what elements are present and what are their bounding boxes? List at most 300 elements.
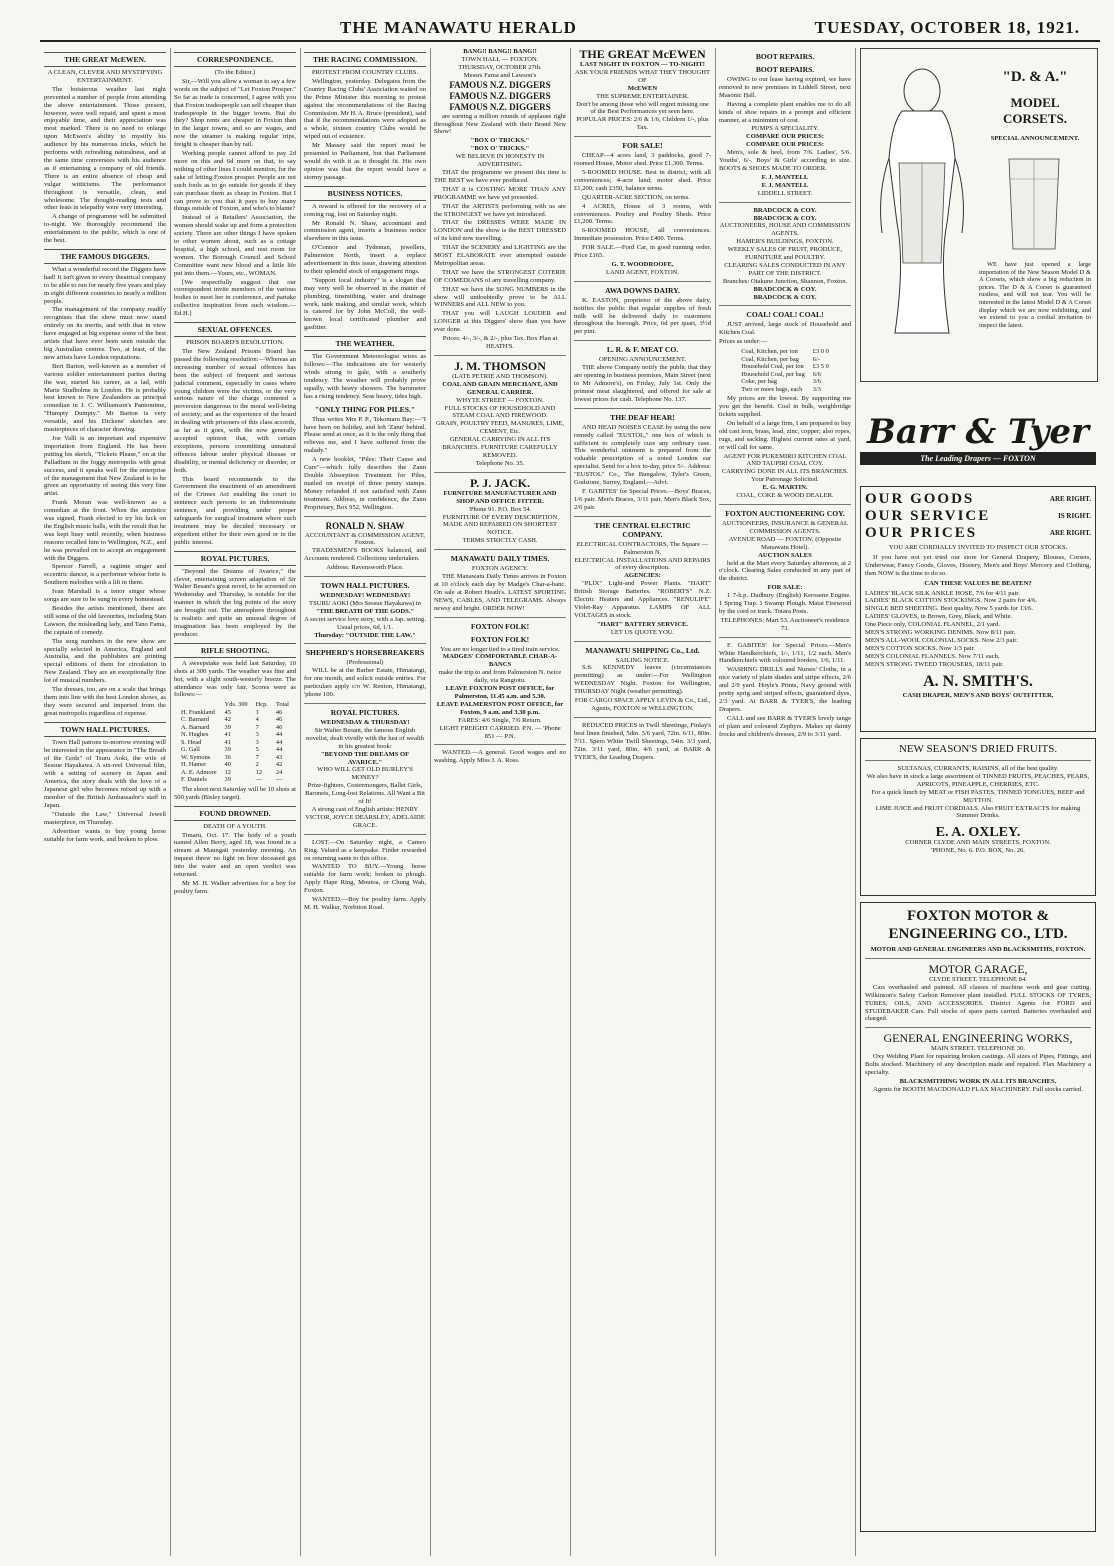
ad-text: FOR CARGO SPACE APPLY LEVIN & Co., Ltd., Agents, FOXTON or WELLINGTON. [574, 697, 711, 712]
divider [304, 643, 426, 644]
value-item: SINGLE BED SHEETING. Best quality. Now 5 yards for 13/6. [865, 605, 1034, 613]
column-3 [304, 48, 426, 1556]
table-cell: — [255, 776, 263, 784]
ad-list-item: 4 ACRES, House of 3 rooms, with conveniences. Poultry and Poultry Sheds. Price £1,200. Terms. [574, 202, 711, 226]
ad-text: A strong cast of English artists: HENRY VICTOR, JOYCE DEARSLEY, ADELAIDE GRACE. [305, 805, 425, 829]
article-heading: BUSINESS NOTICES. [304, 186, 426, 201]
article-paragraph: Thus writes Mrs P. P., Tekomaru Bay:—"I have been on holiday, and left 'Zann' behind. Please send at once, as it is the only thing that relieves me, and I have suffered from the malady." [304, 415, 426, 455]
ad-text: Telephone No. 35. [475, 459, 525, 467]
ad-text: F. J. MANTELL [761, 181, 809, 189]
table-cell: Coal, Kitchen, per ton [741, 348, 798, 356]
article-paragraph: Sir,—Will you allow a woman to say a few words on the subject of "Let Foxton Prosper." So far as trade is concerned, I agree with you that Foxton tradespeople can sell cheaper than tradespeople in the bigger towns. But do they? Shop rents are cheaper in Foxton than in the larger towns, and so are wages, and now the steamer is making regular trips, freight is cheaper than by rail. [174, 77, 296, 149]
article-heading: ROYAL PICTURES. [174, 551, 296, 566]
corset-figure-2 [979, 149, 1089, 249]
table-cell: C. Barnard [181, 716, 210, 724]
article-paragraph: Bert Barton, well-known as a member of various soldier entertainment parties during the war, started his career, as a lad, with Marie Studholme in London. He is probably best known to New Zealanders as principal comedian in J. C. Williamson's Pantomime, "Humpty Dumpty." Mr Barton is very versatile, and his Dickens' sketches are masterpieces of character drawing. [44, 362, 166, 434]
table-cell: 3/3 [812, 385, 821, 393]
article-paragraph: The shoot next Saturday will be 10 shots at 500 yards (Bisley target). [174, 785, 296, 801]
ad-text: "BOX O' TRICKS." [470, 145, 530, 153]
ad-text: K. EASTON, proprietor of the above dairy, notifies the public that regular supplies of fresh milk will be delivered daily to customers throughout the borough. Price, 6d per quart, 3½d per pint. [574, 296, 711, 336]
table-row [737, 371, 833, 379]
ad-text: AUCTIONEERS, INSURANCE & GENERAL COMMISSION AGENTS. [721, 519, 848, 535]
article-subheading: PRISON BOARD'S RESOLUTION. [186, 339, 284, 347]
table-header: Yds. 300 [224, 701, 248, 709]
ad-text: BLACKSMITHING WORK IN ALL ITS BRANCHES. [899, 1077, 1057, 1085]
table-cell: 46 [275, 723, 283, 731]
article-paragraph: "Support local industry" is a slogan that may very well be observed in the matter of plumbing, tinsmithing, water and drainage work, tank making, and similar work, which is catered for by John McColl, the well-known local certificated plumber and gasfitter. [304, 276, 426, 332]
ad-text: BANG!! BANG!! BANG!! [463, 48, 537, 55]
table-cell: — [275, 776, 283, 784]
divider [574, 641, 711, 642]
divider [304, 703, 426, 704]
classified-ad: WANTED.—Boy for poultry farm. Apply M. H. Walker, Norbiton Road. [304, 896, 426, 911]
table-cell: 41 [224, 731, 231, 739]
table-cell: Household Coal, per bag [741, 370, 805, 378]
ad-text: WE BELIEVE IN HONESTY IN ADVERTISING. [455, 153, 545, 169]
ad-heading: P. J. JACK. [470, 475, 530, 490]
table-cell: £3 0 0 [812, 348, 829, 356]
editor-note: [We respectfully suggest that our correspondent invite members of the various bodies to meet her in conference, and partake collective inspiration from such wisdom.—Ed.H.] [174, 278, 296, 318]
ad-heading: MOTOR GARAGE, [928, 961, 1028, 976]
column-4 [434, 48, 566, 1556]
ad-list-item: THAT the ARTISTS performing with us are the STRONGEST we have yet introduced. [434, 202, 566, 218]
ad-heading: CAN THESE VALUES BE BEATEN? [924, 579, 1032, 587]
divider [865, 760, 1091, 761]
ad-text: FOXTON AGENCY. [471, 565, 529, 573]
ad-text: FARES: 4/6 Single, 7/6 Return. [458, 716, 542, 724]
ad-text: ELECTRICAL CONTRACTORS, The Square — Palmerston N. [576, 540, 709, 556]
ad-text: AND HEAD NOISES CEASE by using the new remedy called "EUSTOL," one box of which is sufficient to completely cure any ordinary case. This wonderful ointment is prepared from the valuable prescription of a noted London ear specialist. Send for a box to-day, price 5/-. Address: "EUSTOL" Co., The Bungalow, Tyler's Green, Godstone, Surrey, England.—Advt. [574, 423, 711, 487]
article-heading: RIFLE SHOOTING. [174, 643, 296, 658]
table-cell: 40 [224, 761, 231, 769]
ad-text: COMPARE OUR PRICES: [746, 133, 824, 141]
column-rule [570, 48, 571, 1556]
ad-list-item: THAT we have the SONG NUMBERS in the show will undoubtedly prove to be ALL WINNERS and ALL NEW to you. [434, 285, 566, 309]
ad-text: (Professional) [346, 659, 384, 667]
column-rule [170, 48, 171, 1556]
ad-text: "BOX O' TRICKS." [470, 137, 530, 145]
column-1 [44, 48, 166, 1556]
divider [574, 281, 711, 282]
table-row [177, 761, 293, 769]
classified-ad: REDUCED PRICES in Twill Sheetings, Finlay's best linen finished, 5din. 5/6 yard, 72in. 6/11, 80in. 7/11. Spero White Twill Sheetings, 54in. 3/3 yard, 72in. 3/11 yard, 80in. 4/6 yard, at BARR & TYER'S, the Leading Drapers. [574, 721, 711, 761]
ad-text: AUCTIONEERS, HOUSE AND COMMISSION AGENTS. [719, 222, 851, 238]
article-paragraph: A change of programme will be submitted to-night. We thoroughly recommend the entertainment to the public, which is one of the best. [44, 213, 166, 245]
issue-date: TUESDAY, OCTOBER 18, 1921. [814, 18, 1080, 37]
ad-list-item: CHEAP—4 acres land, 3 paddocks, good 7-roomed House, Motor shed. Price £1,300. Terms. [574, 152, 711, 168]
ad-heading: FOXTON FOLK! [470, 621, 530, 631]
ad-text: LEAVE FOXTON POST OFFICE, for Palmerston, 11.45 a.m. and 5.30. [445, 685, 555, 700]
column-rule [300, 48, 301, 1556]
table-cell: H. Frankland [181, 708, 215, 716]
classified-ad: WANTED.—A general. Good wages and no washing. Apply Miss J. A. Ross. [434, 749, 566, 765]
ad-text: GENERAL CARRYING IN ALL ITS BRANCHES. FURNITURE CAREFULLY REMOVED. [442, 436, 558, 459]
column-2 [174, 48, 296, 1556]
ad-text: LAST NIGHT IN FOXTON — TO-NIGHT! [580, 61, 705, 68]
ad-text: ACCOUNTANT & COMMISSION AGENT, [304, 531, 426, 539]
table-cell: G. Gall [181, 746, 200, 754]
article-paragraph: What a wonderful record the Diggers have had! It isn't given to every theatrical company to be able to run for nearly five years and play in eight different countries to nearly a million people. [44, 265, 166, 305]
column-rule [715, 48, 716, 1556]
article-paragraph: Advertiser wants to buy young horse suitable for farm work, and broken to plow. [44, 827, 166, 843]
table-cell: 1 [255, 708, 259, 716]
table-cell: 24 [275, 768, 283, 776]
ad-text: TSURU AOKI (Mrs Sessue Hayakawa) in [309, 599, 421, 607]
corset-advertisement [860, 48, 1098, 382]
article-heading: TOWN HALL PICTURES. [44, 722, 166, 737]
table-cell: 4 [255, 716, 259, 724]
ad-text: OWING to our lease having expired, we have removed to new premises in Liddell Street, next Masonic Hall. [719, 76, 851, 99]
goods-text: OUR PRICES [865, 525, 978, 541]
table-cell: S. Head [181, 738, 202, 746]
divider [574, 516, 711, 517]
ad-text: Prices as under:— [719, 338, 768, 346]
article-paragraph: Spencer Farrell, a ragtime singer and eccentric dancer, is a performer whose forte is Southern melodies with a lilt in them. [44, 563, 166, 587]
divider [865, 1027, 1091, 1028]
article-paragraph: A reward is offered for the recovery of a coming rug, lost on Saturday night. [304, 202, 426, 218]
value-item: LADIES' GLOVES, in Brown, Grey, Black, and White. [865, 613, 1013, 621]
table-row [177, 724, 293, 732]
ad-text: THE SUPREME ENTERTAINER. [596, 92, 689, 100]
ad-text: G. T. WOODROOFE, [611, 260, 674, 268]
table-header [177, 701, 221, 709]
ad-text: Thursday: "OUTSIDE THE LAW." [314, 631, 416, 639]
article-paragraph: O'Connor and Tydeman, jewellers, Palmerston North, insert a replace advertisement in this issue, drawing attention to their splendid stock of engagement rings. [304, 244, 426, 275]
ad-text: LIGHT FREIGHT CARRIED. P.N. — 'Phone 851 — P.N. [439, 724, 561, 740]
ad-heading: AWA DOWNS DAIRY. [605, 285, 680, 295]
article-paragraph: "Outside the Law," Universal Jewell masterpiece, on Thursday. [44, 810, 166, 826]
goods-row [865, 508, 1091, 525]
article-paragraph: Mr Ronald N. Shaw, accountant and commission agent, inserts a business notice elsewhere in this issue. [304, 219, 426, 243]
ad-heading: TOWN HALL PICTURES. [320, 581, 410, 591]
divider [574, 408, 711, 409]
ad-text: POPULAR PRICES: 2/6 & 1/6, Children 1/-, plus Tax. [576, 116, 709, 132]
ad-text: McEWEN [627, 84, 658, 92]
article-paragraph: Timaru, Oct. 17. The body of a youth named Allen Berry, aged 18, was found in a stream at Maungati yesterday morning. An inquest threw no light on how deceased got into the water and an open verdict was returned. [174, 831, 296, 879]
ad-text: are earning a million rounds of applause right throughout New Zealand with their Brand New Show! [434, 112, 566, 136]
ad-text: AVENUE ROAD — FOXTON. (Opposite Manawatu Hotel). [728, 535, 842, 551]
masthead [40, 14, 1100, 42]
ad-heading: J. M. THOMSON [454, 358, 546, 373]
article-heading: SEXUAL OFFENCES. [174, 322, 296, 337]
value-item: LADIES' BLACK COTTON STOCKINGS. Now 2 pairs for 4/6. [865, 597, 1038, 605]
table-row [177, 746, 293, 754]
ad-text: AUCTION SALES [758, 551, 812, 559]
ad-text: Messrs Fama and Lawson's [463, 71, 537, 79]
ad-text: Prize-fighters, Costermongers, Ballet Girls, Baronets, Long-lost Relations. All Want a Bit of It! [305, 782, 425, 806]
value-item: MEN'S COTTON SOCKS. Now 1/3 pair. [865, 644, 976, 652]
ad-text: E. G. MARTIN. [762, 484, 808, 492]
table-cell: 12 [255, 768, 263, 776]
newspaper-title: THE MANAWATU HERALD [340, 18, 577, 37]
ad-heading: MANAWATU DAILY TIMES. [450, 554, 550, 564]
divider [434, 472, 566, 473]
table-row [737, 363, 833, 371]
ad-text: MADGES' COMFORTABLE CHAR-A-BANCS [442, 653, 558, 669]
article-subheading: A CLEAN, CLEVER AND MYSTIFYING ENTERTAINMENT. [47, 69, 163, 84]
corset-illustration [979, 149, 1089, 259]
ad-text: Having a complete plant enables me to do all kinds of shoe repairs in a prompt and efficient manner, at a minimum of cost. [719, 100, 851, 124]
ad-text: Men's, sole & heel, from 7/6. Ladies', 5/6. Youths', 6/-. Boys' & Girls' according to size. BOOTS & SHOES MADE TO ORDER. [719, 149, 851, 172]
ad-text: CLEARING SALES CONDUCTED IN ANY PART OF THE DISTRICT. [724, 261, 846, 277]
ad-text: LIDDELL STREET. [757, 189, 813, 197]
table-row [177, 754, 293, 762]
table-cell: 2 [255, 761, 259, 769]
ad-list-item: 5-ROOMED HOUSE. Best in district, with all conveniences; 4-acre land; motor shed. Price £1,200; cash £350, balance terms. [574, 168, 711, 192]
divider [304, 576, 426, 577]
ad-text: LET US QUOTE YOU. [610, 628, 675, 636]
ad-text: LIME JUICE and FRUIT CORDIALS. Also FRUIT EXTRACTS for making Summer Drinks. [875, 804, 1081, 820]
ad-text: We also have in stock a large assortment of TINNED FRUITS, PEACHES, PEARS, APRICOTS, PINEAPPLE, CHERRIES, ETC. [866, 772, 1090, 788]
ad-text: WEEKLY SALES OF FRUIT, PRODUCE, FURNITURE and POULTRY. [727, 246, 843, 262]
ad-text: JUST arrived, large stock of Household and Kitchen Coal. [719, 321, 851, 337]
ad-heading: FAMOUS N.Z. DIGGERS [449, 90, 551, 101]
ad-heading: ROYAL PICTURES. [330, 708, 400, 717]
ad-list-item: QUARTER-ACRE SECTION, on terms. [582, 193, 690, 201]
divider [719, 202, 851, 203]
table-row [737, 348, 833, 356]
article-paragraph: Joe Valli is an important and expensive importation from England. He has been putting his sketch, "Tickets Please," on at the Palladium in the foggy metropolis with great success, and it speaks well for the enterprise of the management that New Zealand is to be given an opportunity of seeing this very fine artist. [44, 434, 166, 498]
ad-text: THE Manawatu Daily Times arrives in Foxton at 10 o'clock each day by Madge's Char-a-banc. On sale at Robert Heath's. LATEST SPORTING NEWS, CABLES, AND TELEGRAMS. Always newsy and bright. ORDER NOW! [434, 573, 566, 612]
table-cell: 3 [255, 738, 259, 746]
table-cell: 42 [224, 716, 231, 724]
ad-heading: SHEPHERD'S HORSEBREAKERS [305, 648, 425, 658]
ad-list-item: FOR SALE.—Ford Car, in good running order. Price £165. [574, 244, 711, 260]
ad-text: FOR SALE: [767, 584, 803, 592]
table-cell: 43 [275, 753, 283, 761]
table-row [177, 709, 293, 717]
ad-text: make the trip to and from Palmerston N. twice daily, via Rangiotu. [438, 669, 562, 685]
ad-text: 'PHONE, No. 6. P.O. BOX, No. 26. [931, 847, 1025, 855]
table-cell: F. Daniels [181, 776, 207, 784]
ad-text: TERMS STRICTLY CASH. [462, 537, 538, 545]
ad-heading: THE DEAF HEAR! [610, 412, 675, 422]
ad-heading: FOXTON FOLK! [470, 634, 530, 644]
ad-text: Address: Ravensworth Place. [326, 564, 404, 572]
smith-name: A. N. SMITH'S. [923, 672, 1033, 690]
table-cell: 42 [275, 761, 283, 769]
column-6 [719, 48, 851, 1556]
ad-heading: NEW SEASON'S DRIED FRUITS. [898, 743, 1058, 755]
ad-text: FURNITURE MANUFACTURER AND SHOP AND OFFICE FITTER. [443, 489, 557, 505]
table-cell: Coal, Kitchen, per bag [741, 355, 799, 363]
table-cell: 46 [275, 716, 283, 724]
divider [574, 717, 711, 718]
divider [304, 516, 426, 517]
dried-fruits-ad [860, 738, 1096, 896]
goods-text: IS RIGHT. [1058, 512, 1091, 520]
column-rule [430, 48, 431, 1556]
ad-text: S.S. KENNEDY leaves (circumstances permitting) as under:—For Wellington WEDNESDAY Night. Foxton for Wellington, THURSDAY Night (weather permitting). [574, 664, 711, 696]
ad-text: BRADCOCK & COY. [753, 293, 817, 301]
ad-heading: COAL! COAL! COAL! [746, 310, 824, 320]
table-cell: 3 [255, 731, 259, 739]
classified-ad: CALL and see BARR & TYER'S lovely range of plain and coloured Zephyrs. Makes up dainty frocks and children's dresses, 2/9 to 3/11 yard. [719, 714, 851, 738]
ad-text: held at the Mart every Saturday afternoon, at 2 o'clock. Clearing Sales conducted in any part of the district. [719, 559, 851, 583]
ad-text: AGENT FOR PUKEMIRO KITCHEN COAL AND TAUPIRI COAL COY. [723, 452, 847, 468]
table-row [177, 739, 293, 747]
table-cell: 44 [275, 731, 283, 739]
ad-text: ASK YOUR FRIENDS WHAT THEY THOUGHT OF [574, 68, 711, 84]
ad-text: 'Phone 91. P.O. Box 54. [468, 505, 532, 513]
ad-heading: GENERAL ENGINEERING WORKS, [883, 1031, 1073, 1046]
rifle-score-table [177, 701, 293, 784]
article-paragraph: Mr M. H. Walker advertises for a boy for poultry farm. [174, 880, 296, 895]
article-paragraph: This board recommends to the Government the enactment of an amendment of the Crimes Act enabling the court to sentence such persons to an indeterminate sentence, and providing under proper safeguards for surgical treatment where such treatment may be decided necessary or expedient either for their own good or in the public interest. [174, 475, 296, 546]
article-heading: FOUND DROWNED. [174, 806, 296, 821]
ad-text: BRADCOCK & COY. [753, 285, 817, 293]
table-cell: 3/6 [812, 378, 821, 386]
table-cell: 6/- [812, 355, 820, 363]
our-goods-ad [860, 486, 1096, 732]
ad-list-item: THAT the programme we present this time is THE BEST we have ever produced. [434, 168, 566, 184]
ad-text: SULTANAS, CURRANTS, RAISINS, all of the best quality. [897, 765, 1059, 772]
ad-text: OPENING ANNOUNCEMENT. [598, 356, 687, 364]
ad-heading: FAMOUS N.Z. DIGGERS [449, 79, 551, 90]
smith-sub: CASH DRAPER, MEN'S AND BOYS' OUTFITTER, [902, 691, 1054, 699]
ad-heading: L. R. & F. MEAT CO. [606, 345, 679, 355]
table-cell: Coke, per bag [741, 378, 777, 386]
ad-text: Oxy Welding Plant for repairing broken castings. All sizes of Pipes, Fittings, and Bolts stocked. Machinery of any description made and repaired. Flax Machinery a specialty. [865, 1053, 1091, 1077]
article-heading: THE GREAT McEWEN. [44, 52, 166, 67]
table-cell: A. E. Admore [181, 768, 217, 776]
ad-heading: BOOT REPAIRS. [755, 65, 815, 74]
table-cell: 45 [224, 708, 231, 716]
ad-text: F. J. MANTELL [761, 173, 809, 181]
goods-text: OUR GOODS [865, 491, 975, 507]
ad-text: Prices: 4/-, 3/-, & 2/-, plus Tax. Box Plan at HEATH'S. [442, 335, 558, 350]
article-paragraph: Wellington, yesterday. Delegates from the Country Racing Clubs' Association waited on the Prime Minister this morning to protest against the recommendations of the Racing Commission. Mr H. A. Bruce (president), said that if the recommendations were adopted as a whole, sixteen country Clubs would be wiped out of existence. [304, 77, 426, 141]
table-cell: 44 [275, 746, 283, 754]
table-cell: 39 [224, 746, 231, 754]
ad-text: COMPARE OUR PRICES: [746, 141, 824, 149]
ad-text: FULL STOCKS OF HOUSEHOLD AND STEAM COAL AND FIREWOOD. [444, 404, 556, 420]
ad-text: 1 7-h.p. Dudbury (English) Kerosene Engine. 1 Spring Trap. 1 Swamp Plough. Matai Firewood by the cord or truck. Totara Posts. [719, 592, 851, 615]
article-paragraph: The dresses, too, are on a scale that brings them into line with the best London shows, as they were secured and imported from the great metropolis regardless of expense. [44, 686, 166, 717]
table-row [177, 769, 293, 777]
corset-special: SPECIAL ANNOUNCEMENT. [990, 135, 1080, 142]
table-row [737, 356, 833, 364]
article-subheading: DEATH OF A YOUTH. [203, 822, 267, 830]
table-cell: 46 [275, 708, 283, 716]
ad-text: WEDNESDAY & THURSDAY! [320, 719, 410, 726]
table-row [737, 386, 833, 394]
article-paragraph: The Government Meteorologist wires as follows:—The indications are for westerly winds strong to gale, with a southerly tendency. The weather will probably prove squally, with heavy showers. The barometer has a rising tendency. Seas heavy, tides high. [304, 353, 426, 400]
divider [304, 834, 426, 835]
ad-heading: MANAWATU SHIPPING Co., Ltd. [585, 645, 700, 655]
ad-text: PUMPS A SPECIALITY. [751, 125, 819, 133]
value-item: MEN'S STRONG WORKING DENIMS. Now 8/11 pair. [865, 629, 1016, 637]
ad-text: COAL, COKE & WOOD DEALER. [736, 492, 834, 500]
article-heading: THE WEATHER. [304, 336, 426, 351]
barr-tagline: The Leading Drapers — FOXTON [860, 452, 1096, 465]
ad-text: Foxton. [354, 539, 376, 547]
article-paragraph: "Beyond the Dreams of Avarice," the clever, entertaining screen adaptation of Sir Walter Besant's great novel, to be screened on Wednesday and Thursday, is notable for the manner in which the big points of the story are brought out. The atmosphere throughout is realistic and quite an unusual degree of imagination has been employed by the producer. [174, 567, 296, 638]
ad-text: SAILING NOTICE. [615, 656, 670, 664]
article-heading: CORRESPONDENCE. [174, 52, 296, 67]
table-row [737, 378, 833, 386]
ad-text: TELEPHONES: Mart 53. Auctioneer's residence 73. [720, 616, 850, 632]
article-paragraph: The song numbers in the new show are specially selected in America, England and Australia, and the publishers are printing special editions of them for circulation in New Zealand. They are an exceptionally fine lot of musical numbers. [44, 637, 166, 685]
ad-heading: FOXTON AUCTIONEERING COY. [725, 508, 845, 518]
divider [719, 637, 851, 638]
table-cell: 44 [275, 738, 283, 746]
ad-text: "THE BREATH OF THE GODS." [315, 607, 415, 615]
goods-text: ARE RIGHT. [1049, 495, 1091, 503]
ad-text: You are no longer tied to a tired train service. [440, 645, 560, 653]
table-row [177, 776, 293, 784]
table-cell: Two or more bags, each [741, 385, 803, 393]
article-paragraph: The New Zealand Prisons Board has passed the following resolution:—Whereas an increasing number of sexual offences has been the subject of frequent and serious judicial comment, especially in cases where young children were the victims, or the very serious nature of the charge connoted a perversion dangerous to the moral well-being of society; and as the experience of the board in dealing with prisoners of this class accords, as far as it goes, with the now generally accepted opinion that, with certain exceptions, persons committing unnatural offences labour under physical disease or disability, or mental deficiency or disorder, or both. [174, 348, 296, 474]
divider [574, 136, 711, 137]
table-row [177, 716, 293, 724]
ad-heading: THE GREAT McEWEN [579, 48, 706, 61]
ad-text: COAL AND GRAIN MERCHANT, AND GENERAL CARRIER. [442, 380, 558, 396]
ad-text: HAMER'S BUILDINGS, FOXTON. [736, 238, 834, 246]
table-row [177, 731, 293, 739]
ad-list-item: 6-ROOMED HOUSE, all conveniences. Immediate possession. Price £400. Terms. [574, 227, 711, 243]
ad-text: MAIN STREET. TELEPHONE 30. [930, 1045, 1026, 1053]
table-cell: 39 [224, 776, 231, 784]
ad-text: Sir Walter Besant, the famous English novelist, dealt vividly with the lust of wealth in his greatest book: [306, 726, 424, 750]
ad-text: My prices are the lowest. By supporting me you get the benefit. Coal in bulk, weighbridge tickets supplied. [719, 395, 851, 418]
ad-text: TRADESMEN'S BOOKS balanced, and Accounts rendered. Collections undertaken. [304, 547, 426, 563]
ad-text: "HART" BATTERY SERVICE. [596, 620, 689, 628]
goods-text: ARE RIGHT. [1049, 529, 1091, 537]
ad-text: AGENCIES: [624, 572, 661, 580]
divider [434, 355, 566, 356]
ad-text: F. GABITES' for Special Prices.—Boys' Braces, 1/6 pair. Men's Braces, 3/11 pair. Men's Black Sox, 2/6 pair. [574, 487, 711, 511]
table-cell: 7 [255, 753, 259, 761]
article-paragraph: Town Hall patrons to-morrow evening will be interested in the appearance in "The Breath of the Gods" of Tsuru Aoki, the wife of Sessue Hayakawa. A six-reel Universal film, with a setting of scenery in Japan and America, the story deals with the love of a Japanese girl who becomes mixed up with a member of the British Ambassador's staff in Japan. [44, 738, 166, 809]
ad-list-item: THAT you will LAUGH LOUDER and LONGER at this Diggers' show than you have ever done. [434, 310, 566, 334]
article-paragraph: A sweepstake was held last Saturday, 10 shots at 300 yards. The weather was fine and hot, with a slight south-westerly breeze. The attendance was only fair. Scores were as follows:— [174, 659, 296, 699]
ad-text: YOU ARE CORDIALLY INVITED TO INSPECT OUR STOCKS. [888, 544, 1068, 551]
ad-text: TOWN HALL — FOXTON. [461, 55, 539, 63]
ad-text: If you have not yet tried our store for General Drapery, Blouses, Corsets, Underwear, Fancy Goods, Gloves, Hosiery, Men's and Boys' Mercery and Clothing, then NOW is the time to do so. [865, 553, 1091, 577]
ad-text: WILL be at the Barber Estate, Himatangi, for one month, and solicit outside entries. For particulars apply c/o W. Renton, Himatangi, 'phone 100. [304, 667, 426, 699]
value-item: MEN'S ALL-WOOL COLONIAL SOCKS. Now 2/3 pair. [865, 636, 1018, 644]
article-paragraph: Mr Massey said the report must be presented to Parliament, but that Parliament would do with it as it thought fit. His own opinion was that the report would have a stormy passage. [304, 142, 426, 181]
value-item: One Piece only, COLONIAL FLANNEL, 2/1 yard. [865, 621, 1001, 629]
article-subheading: (To the Editor.) [214, 69, 256, 76]
value-item: MEN'S STRONG TWEED TROUSERS, 18/11 pair. [865, 660, 1004, 668]
article-heading: THE FAMOUS DIGGERS. [44, 249, 166, 264]
ad-text: MOTOR AND GENERAL ENGINEERS AND BLACKSMITHS, FOXTON. [870, 946, 1086, 953]
ad-text: WEDNESDAY! WEDNESDAY! [319, 592, 411, 600]
ad-text: THURSDAY, OCTOBER 27th. [458, 63, 542, 71]
ad-text: Cars overhauled and painted. All classes of machine work and gear cutting. Wilkinson's Safety Carbon Remover plant installed. FULL STOCKS OF TYRES, TUBES, OILS, AND ACCESSORIES. District Agents for FORD and STUDEBAKER Cars. Full stocks of spare parts carried. Batteries overhauled and charged. [865, 983, 1091, 1023]
ad-heading: RONALD N. SHAW [325, 520, 405, 531]
table-cell: Household Coal, per ton [741, 363, 804, 371]
classified-ad: F. GABITES' for Special Prices.—Men's White Handkerchiefs, 1/-, 1/11, 1/2 each. Men's Handkerchiefs with coloured borders, 1/6, 1/11. [719, 641, 851, 665]
value-item: MEN'S COLONIAL FLANNELS. Now 7/11 each. [865, 652, 1000, 660]
ad-text: THE above Company notify the public that they are opening in business premises, Main Street (next to Mr Admore's), on Friday, July 1st. Only the primest meat slaughtered, and offered for sale at lowest prices for cash. Telephone No. 137. [574, 364, 711, 403]
ad-text: WHYTE STREET — FOXTON. [456, 396, 544, 404]
table-cell: 12 [224, 768, 231, 776]
article-heading: THE RACING COMMISSION. [304, 52, 426, 67]
ad-text: WHO WILL GET OLD BURLEY'S MONEY? [317, 766, 413, 782]
ad-text: CLYDE STREET. TELEPHONE 84. [929, 975, 1027, 983]
table-cell: 39 [224, 723, 231, 731]
table-header: Hcp. [255, 701, 268, 709]
divider [434, 617, 566, 618]
goods-row [865, 491, 1091, 508]
ad-text: BRADCOCK & COY. [753, 206, 817, 214]
article-subheading: PROTEST FROM COUNTRY CLUBS. [311, 69, 419, 76]
barr-logo-text: Barr & Tyer [867, 412, 1089, 452]
article-paragraph: Besides the artists mentioned, there are still some of the old favourites, including Stan Lawson, the misleading lady, and Tano Fama, the captain of comedy. [44, 605, 166, 636]
